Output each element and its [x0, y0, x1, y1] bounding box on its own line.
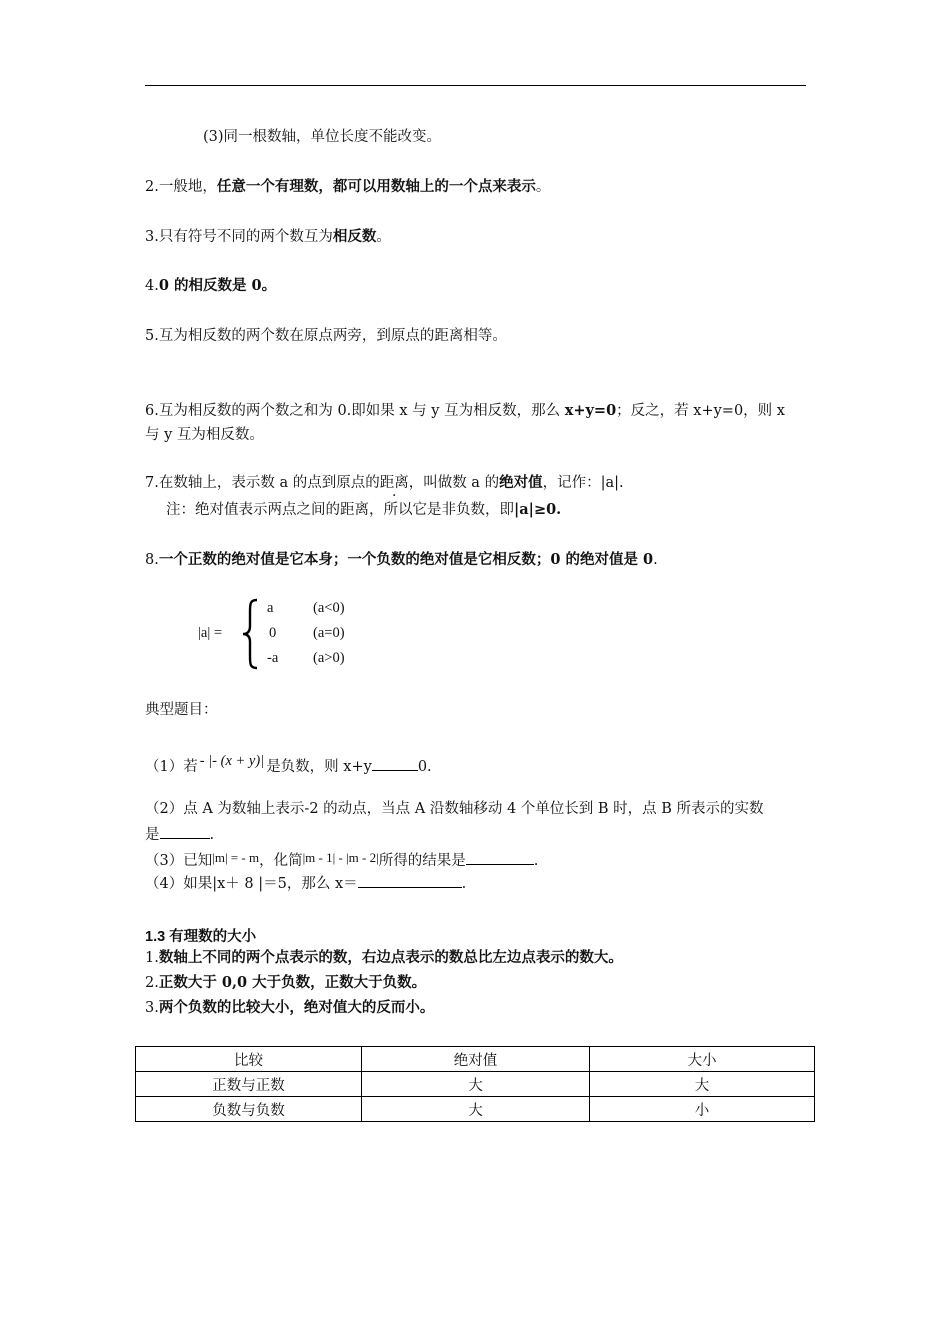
table-header-cell: 绝对值	[362, 1047, 590, 1072]
case-cond-3: (a>0)	[313, 650, 345, 666]
table-header-cell: 大小	[590, 1047, 815, 1072]
question-2: （2）点 A 为数轴上表示-2 的动点，当点 A 沿数轴移动 4 个单位长到 B 时，点 B 所表示的实数	[145, 801, 764, 817]
rule-3: 3.两个负数的比较大小，绝对值大的反而小。	[145, 999, 435, 1016]
rule-2: 2.正数大于 0,0 大于负数，正数大于负数。	[145, 974, 427, 991]
case-expr-1: a	[267, 600, 274, 616]
number-line-note: (3)同一根数轴，单位长度不能改变。	[203, 129, 442, 145]
item-7-note: 注：绝对值表示两点之间的距离，所以它是非负数，即|a|≥0.	[166, 501, 562, 518]
rule-1: 1.数轴上不同的两个点表示的数，右边点表示的数总比左边点表示的数大。	[145, 949, 623, 966]
question-4: （4）如果|x＋ 8 |＝5，那么 x＝ .	[145, 873, 466, 894]
table-cell: 大	[362, 1097, 590, 1122]
header-rule	[145, 85, 806, 86]
table-cell: 正数与正数	[136, 1072, 362, 1097]
table-cell: 负数与负数	[136, 1097, 362, 1122]
item-8: 8.一个正数的绝对值是它本身；一个负数的绝对值是它相反数；0 的绝对值是 0.	[145, 551, 658, 568]
item-4: 4.0 的相反数是 0。	[145, 277, 277, 294]
answer-blank	[358, 873, 462, 888]
question-3: （3）已知|m| = - m，化简|m - 1| - |m - 2|所得的结果是 .	[145, 850, 539, 869]
question-2-cont: 是 .	[145, 824, 214, 845]
table-cell: 大	[362, 1072, 590, 1097]
item-5: 5.互为相反数的两个数在原点两旁，到原点的距离相等。	[145, 328, 507, 344]
left-brace-icon	[240, 598, 260, 670]
item-7: 7.在数轴上，表示数 a 的点到原点的距离，叫做数 a 的绝对值，记作：|a|.	[145, 474, 624, 491]
item-3: 3.只有符号不同的两个数互为相反数。	[145, 228, 391, 245]
case-expr-3: -a	[267, 650, 279, 666]
item-6-cont: 与 y 互为相反数。	[145, 427, 264, 443]
section-title: 1.3 有理数的大小	[145, 929, 257, 945]
question-1: （1）若 - |- (x + y)| 是负数，则 x+y 0.	[145, 753, 432, 775]
q1-formula: - |- (x + y)|	[199, 753, 265, 769]
item-2: 2.一般地，任意一个有理数，都可以用数轴上的一个点来表示。	[145, 178, 551, 195]
q3-formula-2: |m - 1| - |m - 2|	[302, 850, 379, 865]
case-cond-2: (a=0)	[313, 625, 345, 641]
case-expr-2: 0	[269, 625, 277, 641]
table-row	[136, 1097, 815, 1122]
table-header-cell: 比较	[136, 1047, 362, 1072]
table-row	[136, 1072, 815, 1097]
answer-blank	[372, 756, 418, 771]
answer-blank	[160, 824, 210, 839]
answer-blank	[466, 850, 534, 865]
table-cell: 小	[590, 1097, 815, 1122]
comparison-table	[135, 1046, 815, 1122]
piecewise-lhs: |a| =	[198, 625, 223, 641]
q4-formula: |x＋ 8 |＝5	[212, 876, 287, 892]
typical-heading: 典型题目：	[145, 702, 218, 718]
table-header-row	[136, 1047, 815, 1072]
table-cell: 大	[590, 1072, 815, 1097]
q3-formula-1: |m| = - m	[212, 850, 260, 865]
case-cond-1: (a<0)	[313, 600, 345, 616]
item-6: 6.互为相反数的两个数之和为 0.即如果 x 与 y 互为相反数，那么 x+y=0；反之，若 x+y=0，则 x	[145, 402, 785, 419]
